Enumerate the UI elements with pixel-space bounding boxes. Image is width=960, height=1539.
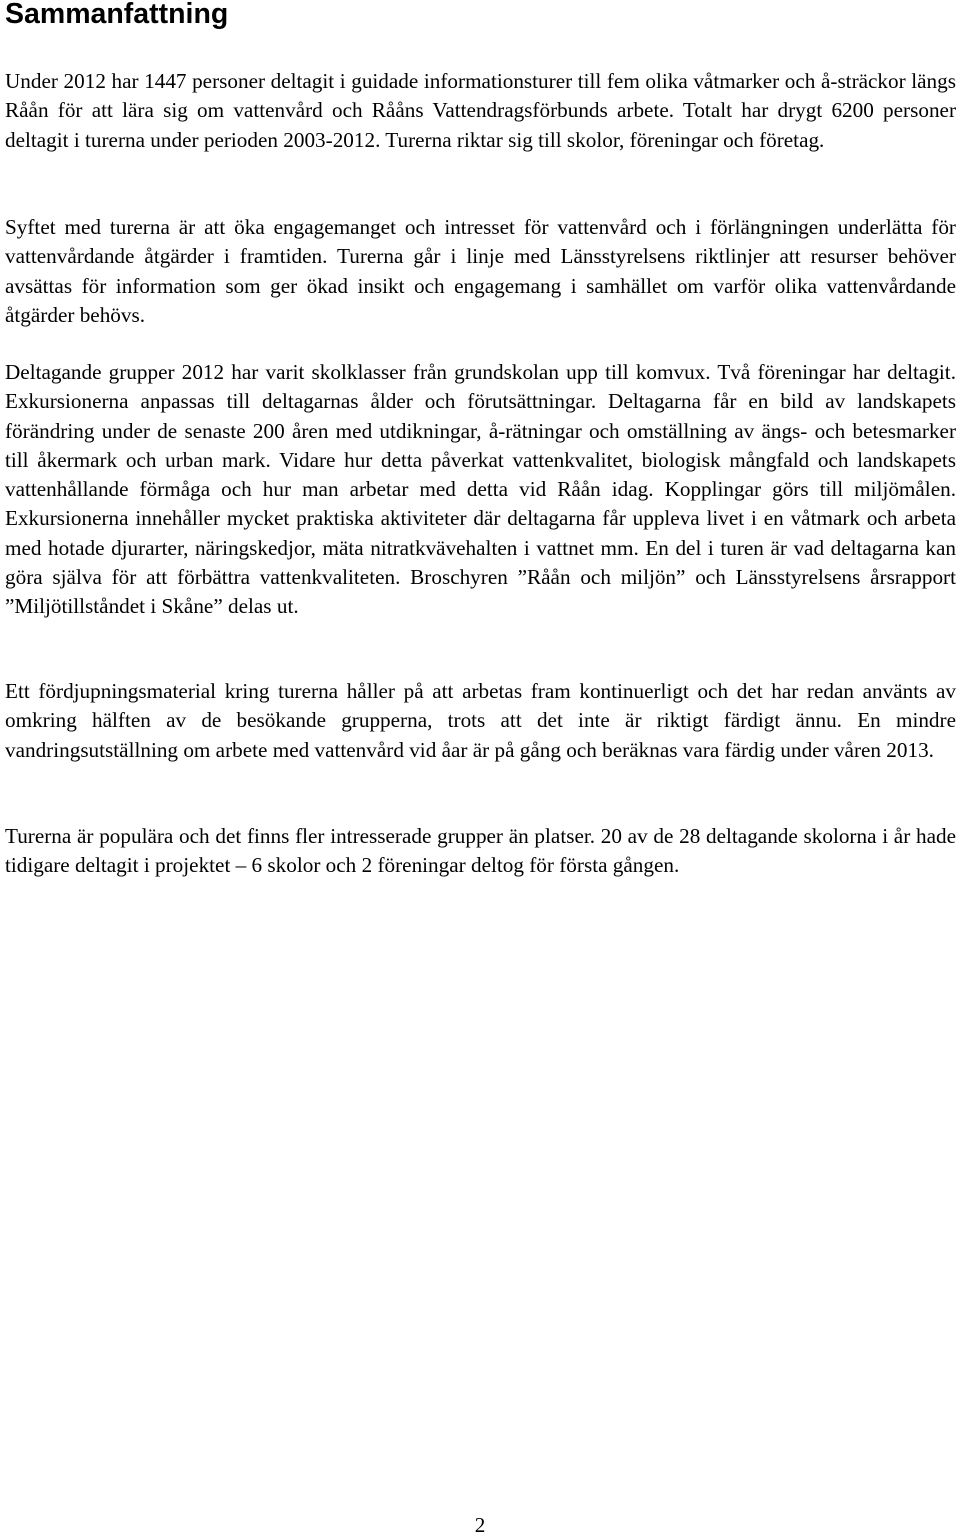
paragraph-material: Ett fördjupningsmaterial kring turerna håller på att arbetas fram kontinuerligt och det har redan använts av omkring hälften av de besökande grupperna, trots att det inte är riktigt färdigt ännu. En mindre vandringsutställning om arbete med vattenvård vid åar är på gång och beräknas vara färdig under våren 2013. xyxy=(5,679,956,762)
section-heading: Sammanfattning xyxy=(5,0,229,30)
paragraph-purpose: Syftet med turerna är att öka engagemanget och intresset för vattenvård och i förlängningen underlätta för vattenvårdande åtgärder i framtiden. Turerna går i linje med Länsstyrelsens riktlinjer att resurser behöver avsättas för information som ger ökad insikt och engagemang i samhället om varför olika vattenvårdande åtgärder behövs. xyxy=(5,215,956,327)
page-number: 2 xyxy=(474,1513,486,1537)
paragraph-overview: Under 2012 har 1447 personer deltagit i guidade informationsturer till fem olika våtmarker och å-sträckor längs Råån för att lära sig om vattenvård och Rååns Vattendragsförbunds arbete. Totalt har drygt 6200 personer deltagit i turerna under perioden 2003-2012. Turerna riktar sig till skolor, föreningar och företag. xyxy=(5,69,956,152)
paragraph-popularity: Turerna är populära och det finns fler intresserade grupper än platser. 20 av de 28 deltagande skolorna i år hade tidigare deltagit i projektet – 6 skolor och 2 föreningar deltog för första gången. xyxy=(5,824,956,878)
paragraph-participants: Deltagande grupper 2012 har varit skolklasser från grundskolan upp till komvux. Två föreningar har deltagit. Exkursionerna anpassas till deltagarnas ålder och förutsättningar. Deltagarna får en bild av landskapets förändring under de senaste 200 åren med utdikningar, å-rätningar och omställning av ängs- och betesmarker till åkermark och urban mark. Vidare hur detta påverkat vattenkvalitet, biologisk mångfald och landskapets vattenhållande förmåga och hur man arbetar med detta vid Råån idag. Kopplingar görs till miljömålen. Exkursionerna innehåller mycket praktiska aktiviteter där deltagarna får uppleva livet i en våtmark och arbeta med hotade djurarter, näringskedjor, mäta nitratkvävehalten i vattnet mm. En del i turen är vad deltagarna kan göra själva för att förbättra vattenkvaliteten. Broschyren ”Råån och miljön” och Länsstyrelsens årsrapport ”Miljötillståndet i Skåne” delas ut. xyxy=(5,360,956,619)
